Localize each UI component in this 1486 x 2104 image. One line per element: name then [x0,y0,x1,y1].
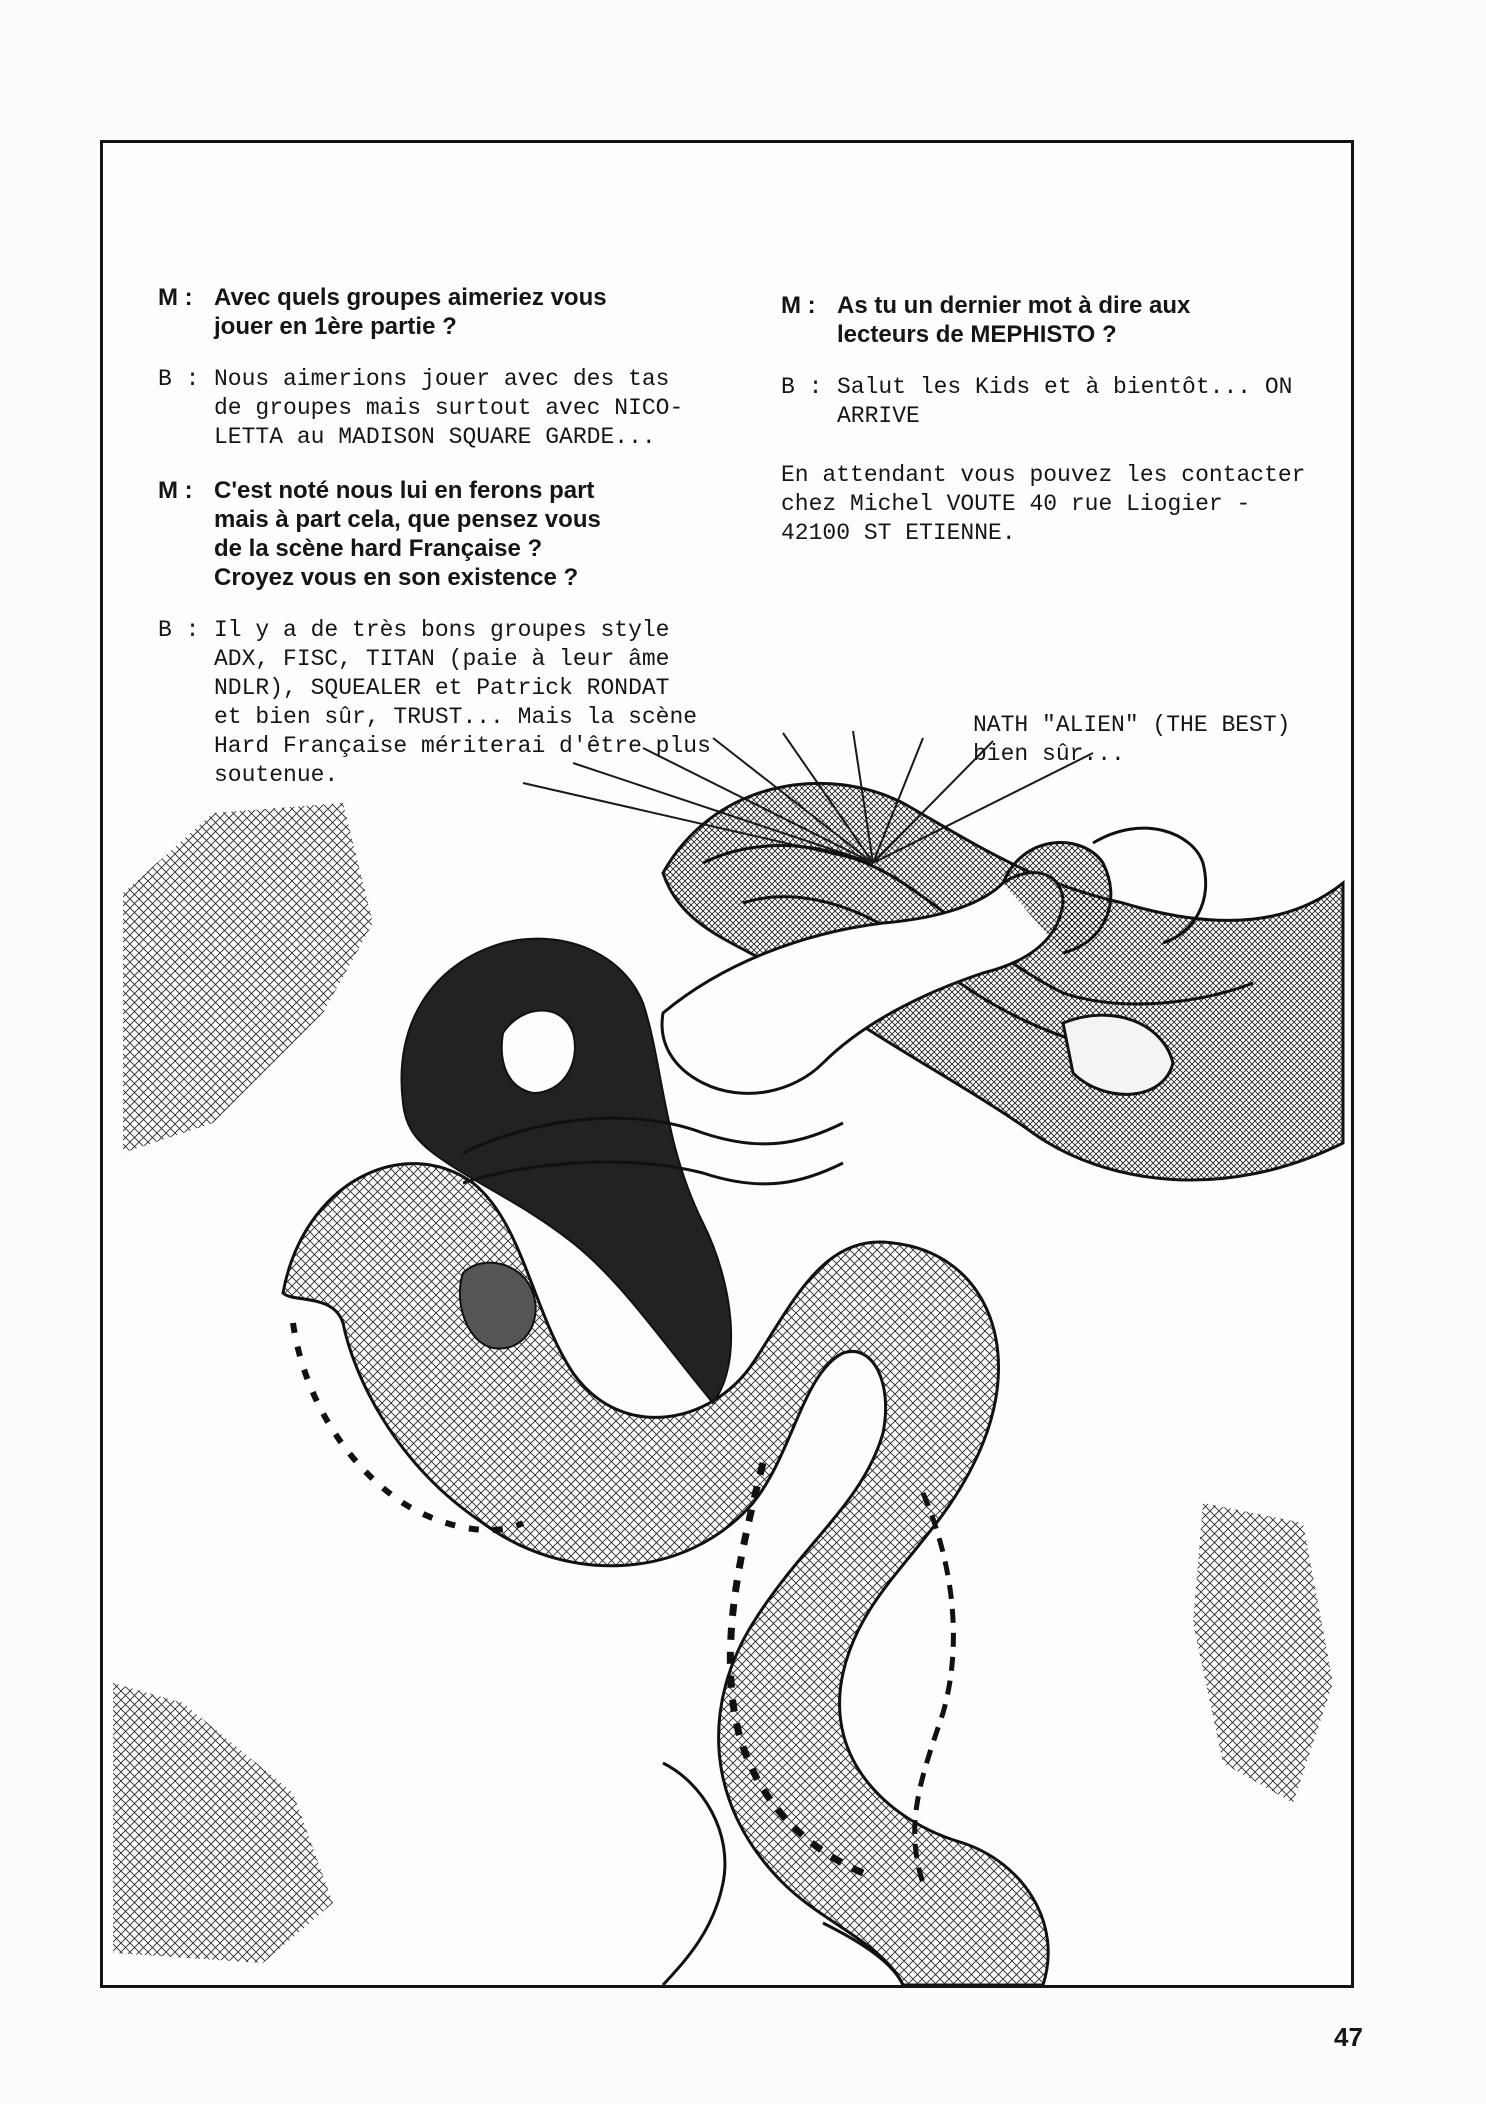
answer-text: Salut les Kids et à bientôt... ON ARRIVE [837,374,1293,429]
interview-left-column [158,283,798,814]
illustration-caption: NATH "ALIEN" (THE BEST) bien sûr... [973,712,1291,767]
question-text: Avec quels groupes aimeriez vous jouer en 1ère partie ? [214,284,607,340]
answer-text: Nous aimerions jouer avec des tas de groupes mais surtout avec NICO- LETTA au MADISON SQUARE GARDE... [214,366,684,450]
speaker: M : [158,284,193,311]
qa-item [158,365,798,452]
speaker: B : [781,374,823,400]
answer-text: Il y a de très bons groupes style ADX, FISC, TITAN (paie à leur âme NDLR), SQUEALER et Patrick RONDAT et bien sûr, TRUST... Mais la scène Hard Française mériterai d'être plus soutenue. [214,617,711,788]
speaker: B : [158,617,200,643]
page-number: 47 [1334,2022,1363,2052]
question-text: C'est noté nous lui en ferons part mais à part cela, que pensez vous de la scène hard Française ? Croyez vous en son existence ? [214,477,601,591]
qa-item [158,616,798,790]
page-frame [100,140,1354,1988]
speaker: B : [158,366,200,392]
interview-right-column [781,291,1341,548]
speaker: M : [781,292,816,319]
qa-item [781,373,1341,431]
qa-item [158,476,798,592]
question-text: As tu un dernier mot à dire aux lecteurs de MEPHISTO ? [837,292,1191,348]
contact-note: En attendant vous pouvez les contacter chez Michel VOUTE 40 rue Liogier - 42100 ST ETIENNE. [781,462,1306,546]
qa-item [781,291,1341,349]
qa-item [158,283,798,341]
speaker: M : [158,477,193,504]
